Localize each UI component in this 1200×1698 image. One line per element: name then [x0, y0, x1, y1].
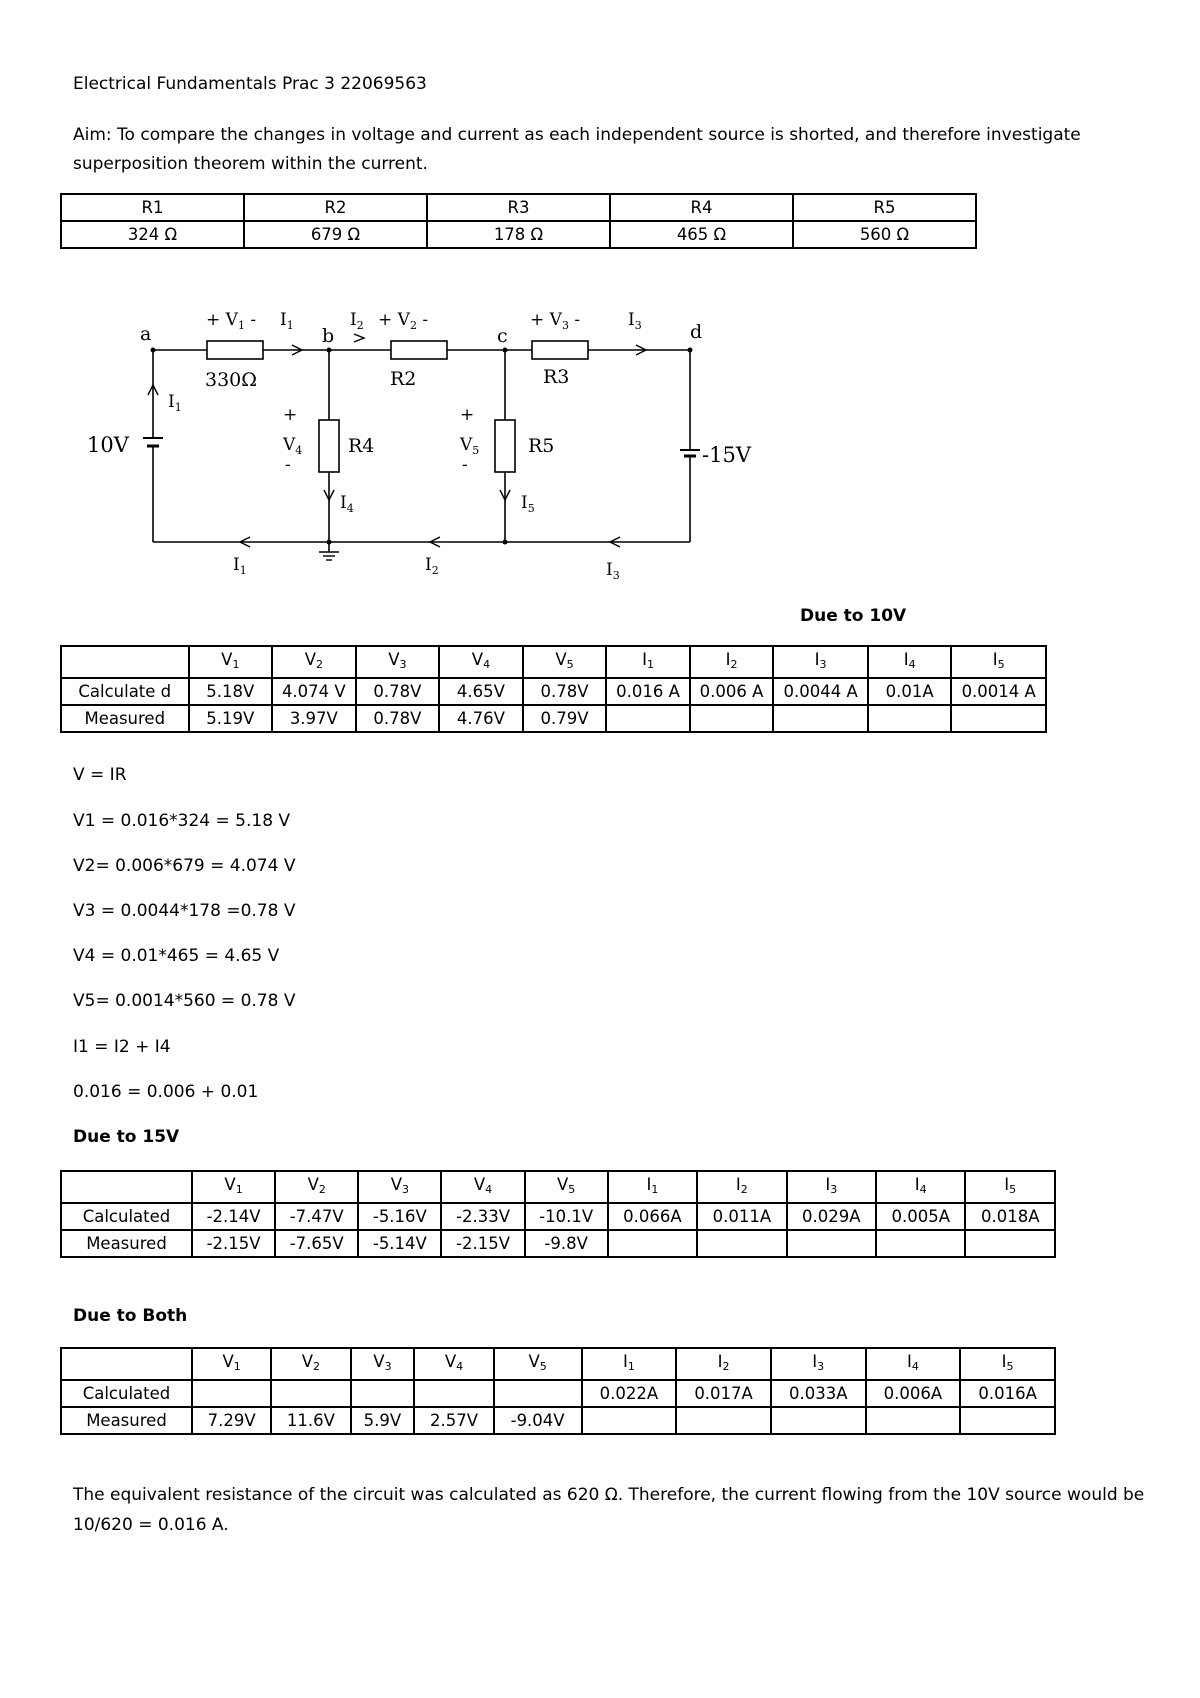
table-both	[60, 1347, 1056, 1435]
table-cell	[582, 1407, 677, 1434]
node-c-label: c	[497, 325, 508, 347]
svg-text:+ V3 -: + $V_3$ -	[530, 310, 581, 332]
table-cell: 4.65V	[439, 678, 523, 705]
r1-value-label: 330Ω	[205, 369, 258, 391]
r3-symbol	[532, 341, 588, 359]
node-a-label: a	[140, 323, 152, 345]
table-15v	[60, 1170, 1056, 1258]
table-cell: 4.074 V	[272, 678, 356, 705]
table-cell: 0.011A	[697, 1203, 786, 1230]
svg-text:+ V1 -: + $V_1$ -	[206, 310, 257, 332]
resistor-header: R3	[427, 194, 610, 221]
table-cell: 3.97V	[272, 705, 356, 732]
col-header: $V_1$	[192, 1348, 271, 1380]
table-cell	[414, 1380, 493, 1407]
row-label: Measured	[61, 1230, 192, 1257]
working-line: V5= 0.0014*560 = 0.78 V	[73, 991, 296, 1011]
r5-label: R5	[528, 435, 555, 457]
table-cell: -2.14V	[192, 1203, 275, 1230]
col-header: $I_3$	[771, 1348, 866, 1380]
col-header: $V_4$	[414, 1348, 493, 1380]
svg-text:I3: $I_3$	[628, 310, 642, 332]
resistor-header-row	[61, 194, 976, 221]
resistor-header: R4	[610, 194, 793, 221]
table-cell: 5.9V	[351, 1407, 415, 1434]
table-cell: -5.16V	[358, 1203, 441, 1230]
ohms-law: V = IR	[73, 765, 127, 785]
battery-10v-icon	[143, 438, 163, 446]
svg-text:I1: $I_1$	[168, 392, 182, 414]
row-label: Calculated	[61, 1203, 192, 1230]
table-cell	[676, 1407, 771, 1434]
col-header: $I_4$	[866, 1348, 961, 1380]
table-cell: -10.1V	[525, 1203, 608, 1230]
col-header: $V_3$	[356, 646, 440, 678]
table-row-calculated	[61, 1380, 1055, 1407]
current-arrows	[148, 334, 646, 547]
working-line: 0.016 = 0.006 + 0.01	[73, 1082, 259, 1102]
col-header: $I_3$	[773, 646, 868, 678]
col-header: $V_1$	[189, 646, 273, 678]
resistor-header: R1	[61, 194, 244, 221]
svg-text:V5: $V_5$	[460, 435, 480, 457]
col-header: $I_3$	[787, 1171, 876, 1203]
conclusion-paragraph: The equivalent resistance of the circuit was calculated as 620 Ω. Therefore, the current flowing from the 10V source would be 10/620 = 0.016 A.	[73, 1485, 1145, 1535]
table-cell: 0.016A	[960, 1380, 1055, 1407]
table-cell: 0.022A	[582, 1380, 677, 1407]
r4-label: R4	[348, 435, 375, 457]
table-cell: 0.005A	[876, 1203, 965, 1230]
svg-text:+: +	[283, 405, 298, 425]
section-15v-heading: Due to 15V	[73, 1127, 180, 1147]
resistor-header: R5	[793, 194, 976, 221]
table-cell	[494, 1380, 582, 1407]
col-header: $V_5$	[525, 1171, 608, 1203]
table-cell	[866, 1407, 961, 1434]
aim-paragraph: Aim: To compare the changes in voltage and current as each independent source is shorted, and therefore investigate superposition theorem within the current.	[73, 125, 1081, 174]
table-cell	[690, 705, 774, 732]
svg-text:V4: $V_4$	[283, 435, 303, 457]
resistor-value-row	[61, 221, 976, 248]
source-10v-label: 10V	[87, 433, 129, 457]
table-cell: 0.79V	[523, 705, 607, 732]
col-header: $I_2$	[697, 1171, 786, 1203]
col-header: $I_5$	[951, 646, 1046, 678]
table-header-row	[61, 1171, 1055, 1203]
col-header: $V_4$	[441, 1171, 524, 1203]
section-10v-heading: Due to 10V	[800, 606, 907, 626]
resistor-table	[60, 193, 977, 249]
resistor-header: R2	[244, 194, 427, 221]
table-cell	[608, 1230, 697, 1257]
table-cell: 0.018A	[965, 1203, 1055, 1230]
table-header-row	[61, 1348, 1055, 1380]
col-header: $V_2$	[272, 646, 356, 678]
table-cell	[773, 705, 868, 732]
r5-symbol	[495, 420, 515, 472]
col-header: $I_5$	[965, 1171, 1055, 1203]
r4-symbol	[319, 420, 339, 472]
svg-text:I5: $I_5$	[521, 493, 535, 515]
working-line: I1 = I2 + I4	[73, 1037, 171, 1057]
table-cell: -9.04V	[494, 1407, 582, 1434]
col-header: $V_5$	[494, 1348, 582, 1380]
svg-text:I2: $I_2$	[425, 555, 439, 577]
r1-symbol	[207, 341, 263, 359]
svg-text:+ V2 -: + $V_2$ -	[378, 310, 429, 332]
node-d-label: d	[690, 321, 703, 343]
table-cell	[965, 1230, 1055, 1257]
working-line: V2= 0.006*679 = 4.074 V	[73, 856, 296, 876]
table-cell: -2.15V	[441, 1230, 524, 1257]
table-row-measured	[61, 1407, 1055, 1434]
svg-text:+: +	[460, 405, 475, 425]
col-header: $V_3$	[351, 1348, 415, 1380]
table-10v	[60, 645, 1047, 733]
svg-text:I3: $I_3$	[606, 560, 620, 582]
table-cell	[960, 1407, 1055, 1434]
resistor-value: 465 Ω	[610, 221, 793, 248]
table-cell: 2.57V	[414, 1407, 493, 1434]
table-cell: -7.65V	[275, 1230, 358, 1257]
row-label: Calculated	[61, 1380, 192, 1407]
working-line: V1 = 0.016*324 = 5.18 V	[73, 811, 291, 831]
table-cell: 0.006A	[866, 1380, 961, 1407]
table-cell: 4.76V	[439, 705, 523, 732]
svg-text:-: -	[285, 455, 291, 475]
table-cell: -5.14V	[358, 1230, 441, 1257]
table-row-calculated	[61, 1203, 1055, 1230]
col-header: $V_5$	[523, 646, 607, 678]
table-cell: 7.29V	[192, 1407, 271, 1434]
table-cell	[192, 1380, 271, 1407]
ground-icon	[319, 552, 339, 560]
table-cell: 11.6V	[271, 1407, 350, 1434]
section-both-heading: Due to Both	[73, 1306, 188, 1326]
table-cell	[787, 1230, 876, 1257]
r2-symbol	[391, 341, 447, 359]
resistor-value: 178 Ω	[427, 221, 610, 248]
r2-label: R2	[390, 368, 417, 390]
table-cell	[606, 705, 690, 732]
col-header: $I_1$	[606, 646, 690, 678]
table-cell: 5.18V	[189, 678, 273, 705]
col-header: $I_4$	[876, 1171, 965, 1203]
table-row-measured	[61, 1230, 1055, 1257]
col-header: $V_4$	[439, 646, 523, 678]
table-cell: 5.19V	[189, 705, 273, 732]
table-cell: 0.0044 A	[773, 678, 868, 705]
table-cell: 0.78V	[356, 678, 440, 705]
svg-text:I4: $I_4$	[340, 493, 354, 515]
resistor-value: 679 Ω	[244, 221, 427, 248]
page-title: Electrical Fundamentals Prac 3 22069563	[73, 74, 427, 94]
table-cell: -2.33V	[441, 1203, 524, 1230]
table-cell: -9.8V	[525, 1230, 608, 1257]
working-line: V3 = 0.0044*178 =0.78 V	[73, 901, 296, 921]
source-15v-label: -15V	[702, 443, 751, 467]
battery-15v-icon	[680, 450, 700, 456]
col-header: $V_2$	[271, 1348, 350, 1380]
svg-text:I2: $I_2$	[350, 310, 364, 332]
col-header: $V_2$	[275, 1171, 358, 1203]
table-cell	[271, 1380, 350, 1407]
svg-text:I1: $I_1$	[233, 555, 247, 577]
col-header: $I_5$	[960, 1348, 1055, 1380]
table-cell: 0.01A	[868, 678, 952, 705]
svg-text:-: -	[462, 455, 468, 475]
table-cell	[876, 1230, 965, 1257]
table-cell: 0.066A	[608, 1203, 697, 1230]
table-cell: -2.15V	[192, 1230, 275, 1257]
svg-text:I1: $I_1$	[280, 310, 294, 332]
circuit-diagram	[0, 290, 800, 590]
row-label: Calculate d	[61, 678, 189, 705]
col-header: $V_1$	[192, 1171, 275, 1203]
col-header: $I_2$	[690, 646, 774, 678]
col-header: $I_4$	[868, 646, 952, 678]
table-cell	[868, 705, 952, 732]
table-row-calculated	[61, 678, 1046, 705]
col-header: $I_1$	[608, 1171, 697, 1203]
table-header-row	[61, 646, 1046, 678]
table-cell: 0.78V	[523, 678, 607, 705]
resistor-value: 560 Ω	[793, 221, 976, 248]
table-row-measured	[61, 705, 1046, 732]
r3-label: R3	[543, 366, 570, 388]
table-cell: 0.016 A	[606, 678, 690, 705]
working-line: V4 = 0.01*465 = 4.65 V	[73, 946, 280, 966]
table-cell: 0.033A	[771, 1380, 866, 1407]
resistor-value: 324 Ω	[61, 221, 244, 248]
row-label: Measured	[61, 705, 189, 732]
col-header: $I_2$	[676, 1348, 771, 1380]
table-cell	[697, 1230, 786, 1257]
col-header: $I_1$	[582, 1348, 677, 1380]
table-cell	[351, 1380, 415, 1407]
col-header: $V_3$	[358, 1171, 441, 1203]
table-cell	[951, 705, 1046, 732]
table-cell: 0.029A	[787, 1203, 876, 1230]
row-label: Measured	[61, 1407, 192, 1434]
table-cell: 0.0014 A	[951, 678, 1046, 705]
table-cell	[771, 1407, 866, 1434]
table-cell: 0.006 A	[690, 678, 774, 705]
table-cell: 0.017A	[676, 1380, 771, 1407]
table-cell: -7.47V	[275, 1203, 358, 1230]
node-b-label: b	[322, 325, 335, 347]
table-cell: 0.78V	[356, 705, 440, 732]
